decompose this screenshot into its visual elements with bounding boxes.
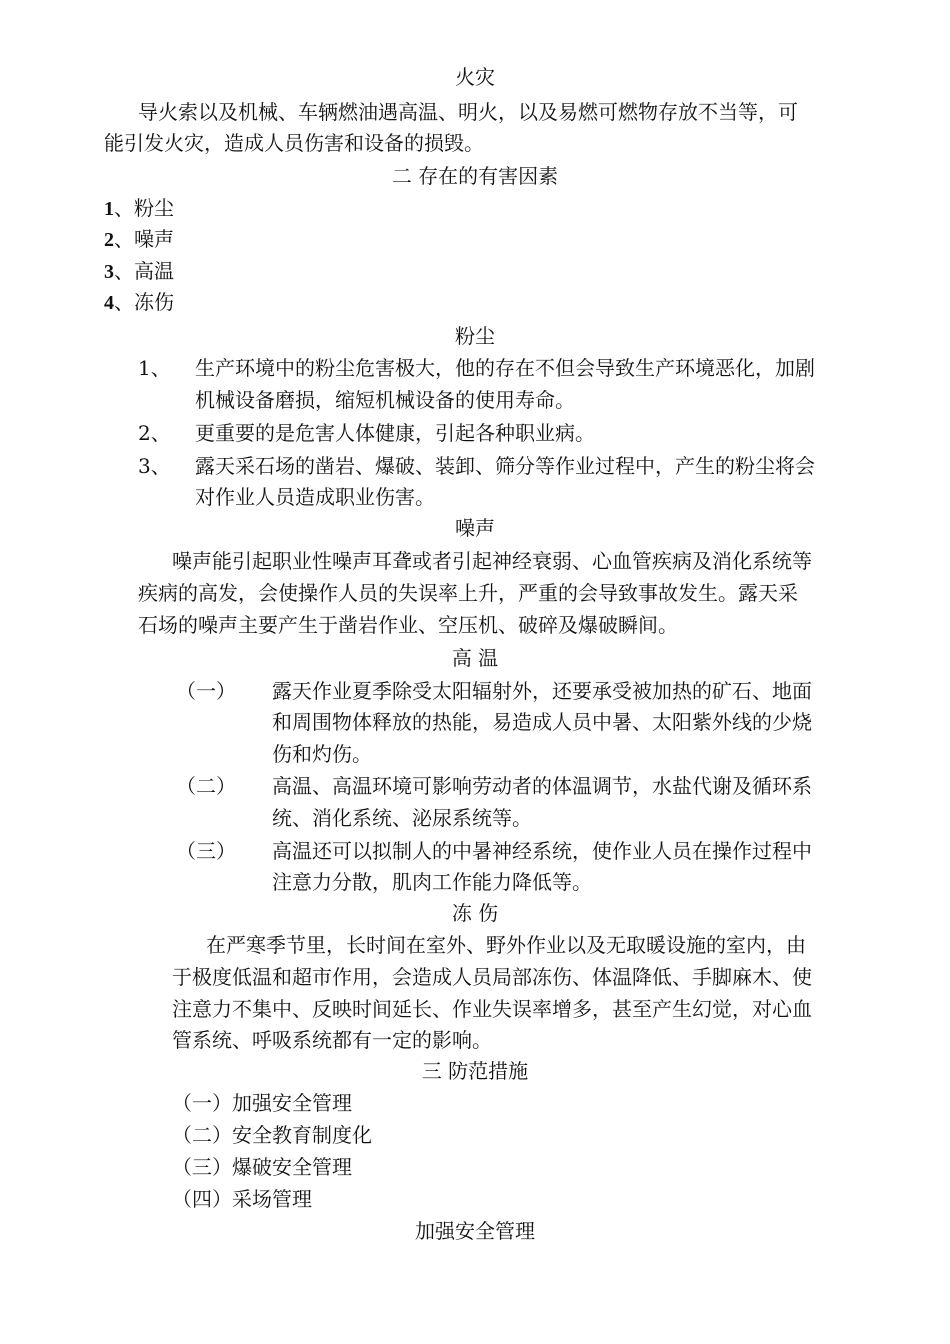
hazard-number: 1 [104,198,114,220]
frostbite-heading: 冻 伤 [451,901,499,925]
dust-item-line: 机械设备磨损，缩短机械设备的使用寿命。 [195,388,575,412]
hazard-list-item [104,224,174,256]
dust-item-line: 更重要的是危害人体健康，引起各种职业病。 [195,421,595,445]
frostbite-paragraph-line: 于极度低温和超市作用，会造成人员局部冻伤、体温降低、手脚麻木、使 [172,965,812,989]
frostbite-paragraph-line: 管系统、呼吸系统都有一定的影响。 [172,1028,492,1052]
heat-item-number: （一） [176,679,236,703]
hazard-label: 、噪声 [114,227,174,251]
heat-item-line: 伤和灼伤。 [272,742,372,766]
frostbite-paragraph-line: 在严寒季节里，长时间在室外、野外作业以及无取暖设施的室内，由 [206,933,806,957]
measure-list-item: （四）采场管理 [172,1187,312,1211]
section-heading-hazards: 二 存在的有害因素 [391,164,559,188]
hazard-number: 4 [104,292,114,314]
noise-heading: 噪声 [455,516,495,540]
hazard-list-item [104,193,174,225]
hazard-list-item [104,287,174,319]
heat-item-line: 注意力分散，肌肉工作能力降低等。 [272,870,592,894]
heat-item-number: （三） [176,839,236,863]
management-heading: 加强安全管理 [415,1219,535,1243]
noise-paragraph-line: 疾病的高发，会使操作人员的失误率上升，严重的会导致事故发生。露天采 [138,581,798,605]
heat-item-line: 和周围物体释放的热能，易造成人员中暑、太阳紫外线的少烧 [272,710,812,734]
dust-item-line: 对作业人员造成职业伤害。 [195,485,435,509]
hazard-label: 、冻伤 [114,290,174,314]
heat-item-line: 统、消化系统、泌尿系统等。 [272,806,532,830]
noise-paragraph-line: 噪声能引起职业性噪声耳聋或者引起神经衰弱、心血管疾病及消化系统等 [172,549,812,573]
hazard-label: 、高温 [114,259,174,283]
hazard-number: 3 [104,261,114,283]
heat-item-line: 高温还可以拟制人的中暑神经系统，使作业人员在操作过程中 [272,839,812,863]
measure-list-item: （二）安全教育制度化 [172,1123,372,1147]
heat-heading: 高 温 [451,646,499,670]
dust-item-line: 生产环境中的粉尘危害极大，他的存在不但会导致生产环境恶化，加剧 [195,356,815,380]
dust-item-number: 1、 [138,356,171,380]
hazard-list-item [104,256,174,288]
heat-item-line: 高温、高温环境可影响劳动者的体温调节，水盐代谢及循环系 [272,774,812,798]
dust-item-line: 露天采石场的凿岩、爆破、装卸、筛分等作业过程中，产生的粉尘将会 [195,454,815,478]
hazard-number: 2 [104,229,114,251]
dust-item-number: 2、 [138,421,171,445]
heat-item-line: 露天作业夏季除受太阳辐射外，还要承受被加热的矿石、地面 [272,679,812,703]
fire-heading: 火灾 [455,65,495,89]
section-heading-measures: 三 防范措施 [421,1059,529,1083]
dust-item-number: 3、 [138,454,171,478]
noise-paragraph-line: 石场的噪声主要产生于凿岩作业、空压机、破碎及爆破瞬间。 [138,613,678,637]
heat-item-number: （二） [176,774,236,798]
measure-list-item: （三）爆破安全管理 [172,1155,352,1179]
hazard-label: 、粉尘 [114,196,174,220]
fire-paragraph-line: 能引发火灾，造成人员伤害和设备的损毁。 [104,131,484,155]
fire-paragraph-line: 导火索以及机械、车辆燃油遇高温、明火，以及易燃可燃物存放不当等，可 [138,100,798,124]
measure-list-item: （一）加强安全管理 [172,1091,352,1115]
frostbite-paragraph-line: 注意力不集中、反映时间延长、作业失误率增多，甚至产生幻觉，对心血 [172,997,812,1021]
dust-heading: 粉尘 [455,324,495,348]
